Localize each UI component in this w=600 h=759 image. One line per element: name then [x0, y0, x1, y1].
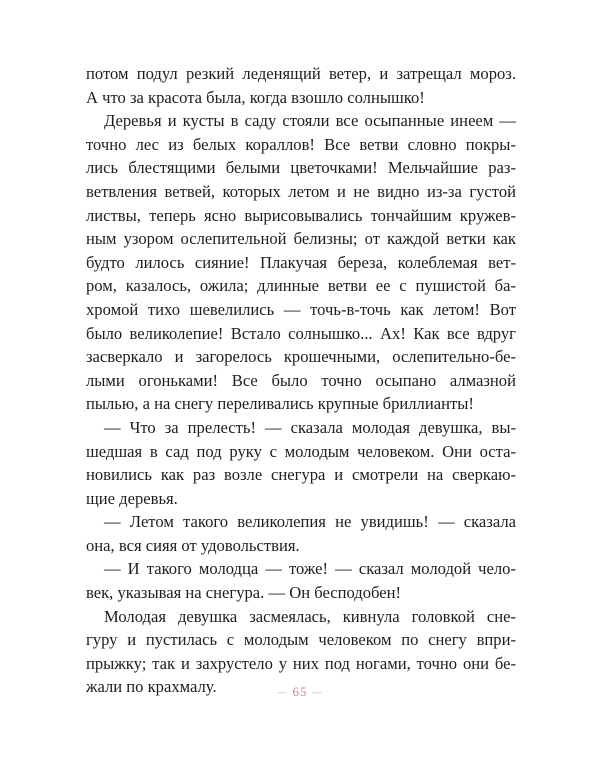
text-line: Молодая девушка засмеялась, кивнула головкой сне-: [104, 606, 516, 626]
right-ornament-icon: ⁓: [311, 687, 324, 699]
text-line: засверкало и загорелось крошечными, ослепительно-бе-: [86, 347, 516, 367]
text-line: — Летом такого великолепия не увидишь! — сказала: [104, 512, 516, 532]
text-line: ветвления ветвей, которых летом и не видно из-за густой: [86, 181, 516, 201]
text-line: лись блестящими белыми цветочками! Мельчайшие раз-: [86, 158, 516, 178]
page-body: [86, 62, 516, 699]
text-line: ром, казалось, ожила; длинные ветви ее с пушистой ба-: [86, 276, 516, 296]
text-line: гуру и пустилась с молодым человеком по снегу впри-: [86, 630, 516, 650]
text-line: жали по крахмалу.: [86, 677, 217, 697]
page-number: 65: [292, 684, 308, 699]
text-line: лыми огоньками! Все было точно осыпано алмазной: [86, 370, 516, 390]
text-line: век, указывая на снегура. — Он бесподобен!: [86, 583, 402, 603]
text-line: хромой тихо шевелились — точь-в-точь как летом! Вот: [86, 299, 516, 319]
text-line: прыжку; так и захрустело у них под ногами, точно они бе-: [86, 653, 516, 673]
text-line: — И такого молодца — тоже! — сказал молодой чело-: [104, 559, 516, 579]
text-line: — Что за прелесть! — сказала молодая девушка, вы-: [104, 417, 516, 437]
text-line: шедшая в сад под руку с молодым человеком. Они оста-: [86, 441, 516, 461]
text-line: ным узором ослепительной белизны; от каждой ветки как: [86, 229, 516, 249]
text-line: листвы, теперь ясно вырисовывались тончайшим кружев-: [86, 205, 516, 225]
text-line: было великолепие! Встало солнышко... Ах! Как все вдруг: [86, 323, 516, 343]
text-line: пылью, а на снегу переливались крупные бриллианты!: [86, 394, 474, 414]
text-line: будто лилось сияние! Плакучая береза, колеблемая вет-: [86, 252, 516, 272]
text-line: потом подул резкий леденящий ветер, и затрещал мороз.: [86, 64, 516, 83]
story-text: [86, 62, 516, 699]
text-line: щие деревья.: [86, 488, 178, 508]
text-line: новились как раз возле снегура и смотрели на сверкаю-: [86, 465, 516, 485]
text-line: А что за красота была, когда взошло солнышко!: [86, 87, 425, 107]
text-line: точно лес из белых кораллов! Все ветви словно покры-: [86, 134, 516, 154]
left-ornament-icon: ⁓: [276, 687, 289, 699]
page-footer: [0, 684, 600, 700]
text-line: она, вся сияя от удовольствия.: [86, 535, 300, 555]
text-line: Деревья и кусты в саду стояли все осыпанные инеем —: [104, 111, 516, 131]
